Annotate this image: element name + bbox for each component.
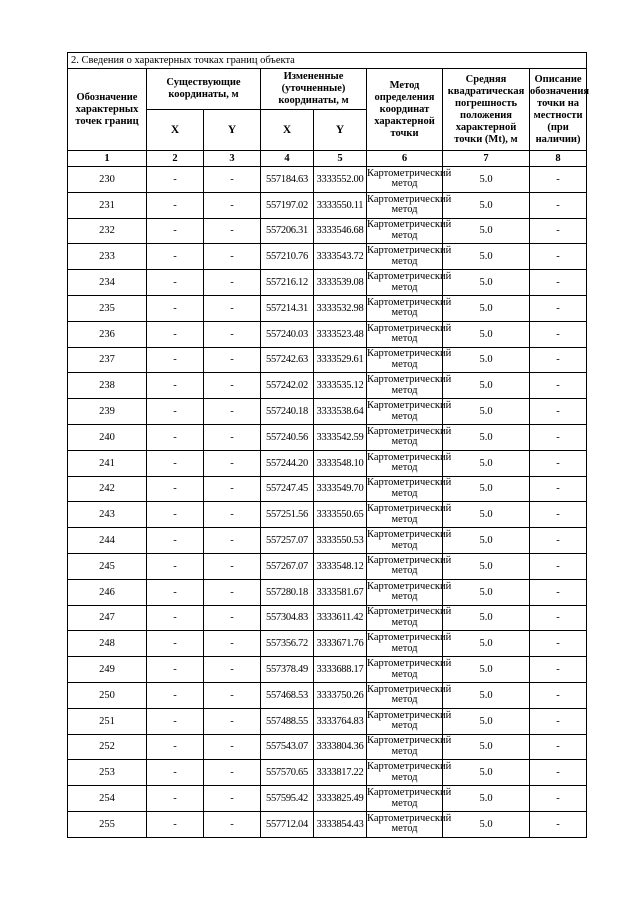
point-number-cell: 231 [68,192,147,218]
changed-x-cell: 557210.76 [261,244,314,270]
existing-x-cell: - [147,450,204,476]
accuracy-cell: 5.0 [443,399,530,425]
accuracy-cell: 5.0 [443,553,530,579]
table-row [68,502,587,528]
changed-x-cell: 557240.03 [261,321,314,347]
point-number-cell: 244 [68,528,147,554]
description-cell: - [530,424,587,450]
existing-y-cell: - [204,631,261,657]
method-cell: Картометрический метод [367,424,443,450]
existing-x-cell: - [147,244,204,270]
changed-y-cell: 3333543.72 [314,244,367,270]
table-row [68,399,587,425]
table-row [68,244,587,270]
method-cell: Картометрический метод [367,760,443,786]
point-number-cell: 235 [68,295,147,321]
point-number-cell: 246 [68,579,147,605]
changed-x-cell: 557280.18 [261,579,314,605]
table-row [68,192,587,218]
existing-x-cell: - [147,476,204,502]
accuracy-cell: 5.0 [443,270,530,296]
existing-x-cell: - [147,373,204,399]
changed-y-cell: 3333581.67 [314,579,367,605]
existing-x-cell: - [147,631,204,657]
description-cell: - [530,476,587,502]
changed-y-cell: 3333750.26 [314,682,367,708]
description-cell: - [530,734,587,760]
column-number: 4 [261,151,314,167]
existing-y-cell: - [204,321,261,347]
method-cell: Картометрический метод [367,631,443,657]
existing-y-cell: - [204,502,261,528]
description-cell: - [530,528,587,554]
existing-y-cell: - [204,657,261,683]
existing-x-cell: - [147,270,204,296]
description-cell: - [530,631,587,657]
changed-y-cell: 3333546.68 [314,218,367,244]
point-number-cell: 234 [68,270,147,296]
point-number-cell: 251 [68,708,147,734]
description-cell: - [530,347,587,373]
header-existing-x: X [147,110,204,151]
point-number-cell: 233 [68,244,147,270]
existing-x-cell: - [147,218,204,244]
header-existing-coords: Существующие координаты, м [147,69,261,110]
point-number-cell: 253 [68,760,147,786]
changed-x-cell: 557206.31 [261,218,314,244]
description-cell: - [530,270,587,296]
existing-x-cell: - [147,760,204,786]
point-number-cell: 242 [68,476,147,502]
changed-y-cell: 3333854.43 [314,811,367,837]
column-number: 6 [367,151,443,167]
changed-y-cell: 3333611.42 [314,605,367,631]
changed-y-cell: 3333535.12 [314,373,367,399]
changed-x-cell: 557712.04 [261,811,314,837]
accuracy-cell: 5.0 [443,811,530,837]
accuracy-cell: 5.0 [443,657,530,683]
changed-y-cell: 3333548.10 [314,450,367,476]
point-number-cell: 238 [68,373,147,399]
table-row [68,528,587,554]
accuracy-cell: 5.0 [443,734,530,760]
changed-x-cell: 557240.56 [261,424,314,450]
boundary-points-table [67,52,590,838]
description-cell: - [530,760,587,786]
changed-x-cell: 557488.55 [261,708,314,734]
changed-x-cell: 557251.56 [261,502,314,528]
changed-x-cell: 557257.07 [261,528,314,554]
column-number-row [68,151,587,167]
point-number-cell: 245 [68,553,147,579]
method-cell: Картометрический метод [367,811,443,837]
description-cell: - [530,244,587,270]
changed-y-cell: 3333550.53 [314,528,367,554]
column-number: 2 [147,151,204,167]
changed-x-cell: 557468.53 [261,682,314,708]
existing-y-cell: - [204,553,261,579]
description-cell: - [530,399,587,425]
method-cell: Картометрический метод [367,295,443,321]
point-number-cell: 247 [68,605,147,631]
description-cell: - [530,579,587,605]
point-number-cell: 232 [68,218,147,244]
table-row [68,579,587,605]
accuracy-cell: 5.0 [443,476,530,502]
column-number: 3 [204,151,261,167]
header-method: Метод определения координат характерной точки [367,69,443,151]
existing-y-cell: - [204,424,261,450]
table-row [68,553,587,579]
accuracy-cell: 5.0 [443,373,530,399]
table-row [68,450,587,476]
changed-x-cell: 557267.07 [261,553,314,579]
column-number: 8 [530,151,587,167]
changed-x-cell: 557570.65 [261,760,314,786]
changed-x-cell: 557240.18 [261,399,314,425]
table-row [68,605,587,631]
table-row [68,424,587,450]
method-cell: Картометрический метод [367,579,443,605]
method-cell: Картометрический метод [367,167,443,193]
point-number-cell: 248 [68,631,147,657]
changed-y-cell: 3333825.49 [314,786,367,812]
method-cell: Картометрический метод [367,502,443,528]
accuracy-cell: 5.0 [443,631,530,657]
method-cell: Картометрический метод [367,399,443,425]
changed-y-cell: 3333548.12 [314,553,367,579]
changed-y-cell: 3333523.48 [314,321,367,347]
existing-y-cell: - [204,399,261,425]
description-cell: - [530,450,587,476]
description-cell: - [530,657,587,683]
point-number-cell: 240 [68,424,147,450]
table-row [68,321,587,347]
table-row [68,708,587,734]
accuracy-cell: 5.0 [443,321,530,347]
existing-x-cell: - [147,682,204,708]
changed-x-cell: 557356.72 [261,631,314,657]
method-cell: Картометрический метод [367,786,443,812]
existing-x-cell: - [147,192,204,218]
existing-x-cell: - [147,734,204,760]
description-cell: - [530,218,587,244]
table-row [68,295,587,321]
method-cell: Картометрический метод [367,270,443,296]
changed-x-cell: 557247.45 [261,476,314,502]
changed-x-cell: 557242.63 [261,347,314,373]
point-number-cell: 239 [68,399,147,425]
method-cell: Картометрический метод [367,321,443,347]
column-number: 5 [314,151,367,167]
accuracy-cell: 5.0 [443,502,530,528]
existing-y-cell: - [204,347,261,373]
changed-y-cell: 3333549.70 [314,476,367,502]
accuracy-cell: 5.0 [443,167,530,193]
description-cell: - [530,321,587,347]
accuracy-cell: 5.0 [443,708,530,734]
method-cell: Картометрический метод [367,373,443,399]
existing-y-cell: - [204,218,261,244]
existing-x-cell: - [147,321,204,347]
method-cell: Картометрический метод [367,476,443,502]
changed-y-cell: 3333671.76 [314,631,367,657]
point-number-cell: 250 [68,682,147,708]
accuracy-cell: 5.0 [443,682,530,708]
changed-y-cell: 3333539.08 [314,270,367,296]
existing-y-cell: - [204,192,261,218]
accuracy-cell: 5.0 [443,295,530,321]
existing-y-cell: - [204,167,261,193]
header-existing-y: Y [204,110,261,151]
table-row [68,657,587,683]
header-changed-y: Y [314,110,367,151]
changed-x-cell: 557197.02 [261,192,314,218]
description-cell: - [530,192,587,218]
existing-y-cell: - [204,734,261,760]
changed-y-cell: 3333538.64 [314,399,367,425]
accuracy-cell: 5.0 [443,424,530,450]
changed-x-cell: 557242.02 [261,373,314,399]
point-number-cell: 249 [68,657,147,683]
existing-x-cell: - [147,605,204,631]
changed-y-cell: 3333542.59 [314,424,367,450]
method-cell: Картометрический метод [367,605,443,631]
header-changed-coords: Измененные (уточненные) координаты, м [261,69,367,110]
point-number-cell: 254 [68,786,147,812]
accuracy-cell: 5.0 [443,218,530,244]
existing-x-cell: - [147,553,204,579]
changed-y-cell: 3333550.65 [314,502,367,528]
method-cell: Картометрический метод [367,347,443,373]
description-cell: - [530,553,587,579]
point-number-cell: 230 [68,167,147,193]
table-row [68,167,587,193]
changed-y-cell: 3333529.61 [314,347,367,373]
method-cell: Картометрический метод [367,708,443,734]
existing-y-cell: - [204,295,261,321]
table-row [68,682,587,708]
accuracy-cell: 5.0 [443,786,530,812]
header-accuracy: Средняя квадратическая погрешность положения характерной точки (Mt), м [443,69,530,151]
changed-x-cell: 557595.42 [261,786,314,812]
existing-y-cell: - [204,682,261,708]
changed-x-cell: 557184.63 [261,167,314,193]
point-number-cell: 255 [68,811,147,837]
description-cell: - [530,295,587,321]
changed-x-cell: 557244.20 [261,450,314,476]
existing-x-cell: - [147,579,204,605]
existing-x-cell: - [147,399,204,425]
changed-y-cell: 3333804.36 [314,734,367,760]
point-number-cell: 252 [68,734,147,760]
existing-x-cell: - [147,708,204,734]
existing-x-cell: - [147,786,204,812]
accuracy-cell: 5.0 [443,579,530,605]
method-cell: Картометрический метод [367,682,443,708]
column-number: 1 [68,151,147,167]
existing-x-cell: - [147,657,204,683]
description-cell: - [530,811,587,837]
existing-x-cell: - [147,811,204,837]
method-cell: Картометрический метод [367,450,443,476]
table-row [68,786,587,812]
existing-y-cell: - [204,811,261,837]
method-cell: Картометрический метод [367,192,443,218]
table-row [68,373,587,399]
changed-y-cell: 3333817.22 [314,760,367,786]
description-cell: - [530,605,587,631]
accuracy-cell: 5.0 [443,605,530,631]
existing-y-cell: - [204,270,261,296]
description-cell: - [530,502,587,528]
changed-x-cell: 557304.83 [261,605,314,631]
point-number-cell: 236 [68,321,147,347]
method-cell: Картометрический метод [367,657,443,683]
changed-x-cell: 557378.49 [261,657,314,683]
existing-y-cell: - [204,244,261,270]
method-cell: Картометрический метод [367,528,443,554]
changed-x-cell: 557543.07 [261,734,314,760]
description-cell: - [530,786,587,812]
table-row [68,476,587,502]
table-row [68,347,587,373]
existing-x-cell: - [147,295,204,321]
accuracy-cell: 5.0 [443,450,530,476]
table-row [68,270,587,296]
table-row [68,760,587,786]
existing-y-cell: - [204,605,261,631]
existing-y-cell: - [204,579,261,605]
existing-x-cell: - [147,424,204,450]
section-title: 2. Сведения о характерных точках границ объекта [68,53,587,69]
header-description: Описание обозначения точки на местности (при наличии) [530,69,587,151]
point-number-cell: 237 [68,347,147,373]
method-cell: Картометрический метод [367,734,443,760]
existing-y-cell: - [204,708,261,734]
existing-x-cell: - [147,528,204,554]
changed-y-cell: 3333550.11 [314,192,367,218]
header-changed-x: X [261,110,314,151]
accuracy-cell: 5.0 [443,760,530,786]
table-row [68,218,587,244]
description-cell: - [530,682,587,708]
point-number-cell: 243 [68,502,147,528]
changed-x-cell: 557216.12 [261,270,314,296]
changed-y-cell: 3333764.83 [314,708,367,734]
method-cell: Картометрический метод [367,244,443,270]
method-cell: Картометрический метод [367,553,443,579]
header-point-designation: Обозначение характерных точек границ [68,69,147,151]
changed-y-cell: 3333552.00 [314,167,367,193]
column-number: 7 [443,151,530,167]
accuracy-cell: 5.0 [443,347,530,373]
method-cell: Картометрический метод [367,218,443,244]
accuracy-cell: 5.0 [443,192,530,218]
point-number-cell: 241 [68,450,147,476]
existing-y-cell: - [204,760,261,786]
existing-x-cell: - [147,347,204,373]
existing-y-cell: - [204,528,261,554]
table-row [68,631,587,657]
existing-y-cell: - [204,476,261,502]
existing-y-cell: - [204,450,261,476]
description-cell: - [530,708,587,734]
changed-x-cell: 557214.31 [261,295,314,321]
existing-y-cell: - [204,373,261,399]
existing-x-cell: - [147,502,204,528]
description-cell: - [530,373,587,399]
table-row [68,811,587,837]
description-cell: - [530,167,587,193]
accuracy-cell: 5.0 [443,244,530,270]
changed-y-cell: 3333532.98 [314,295,367,321]
table-row [68,734,587,760]
existing-x-cell: - [147,167,204,193]
changed-y-cell: 3333688.17 [314,657,367,683]
existing-y-cell: - [204,786,261,812]
accuracy-cell: 5.0 [443,528,530,554]
